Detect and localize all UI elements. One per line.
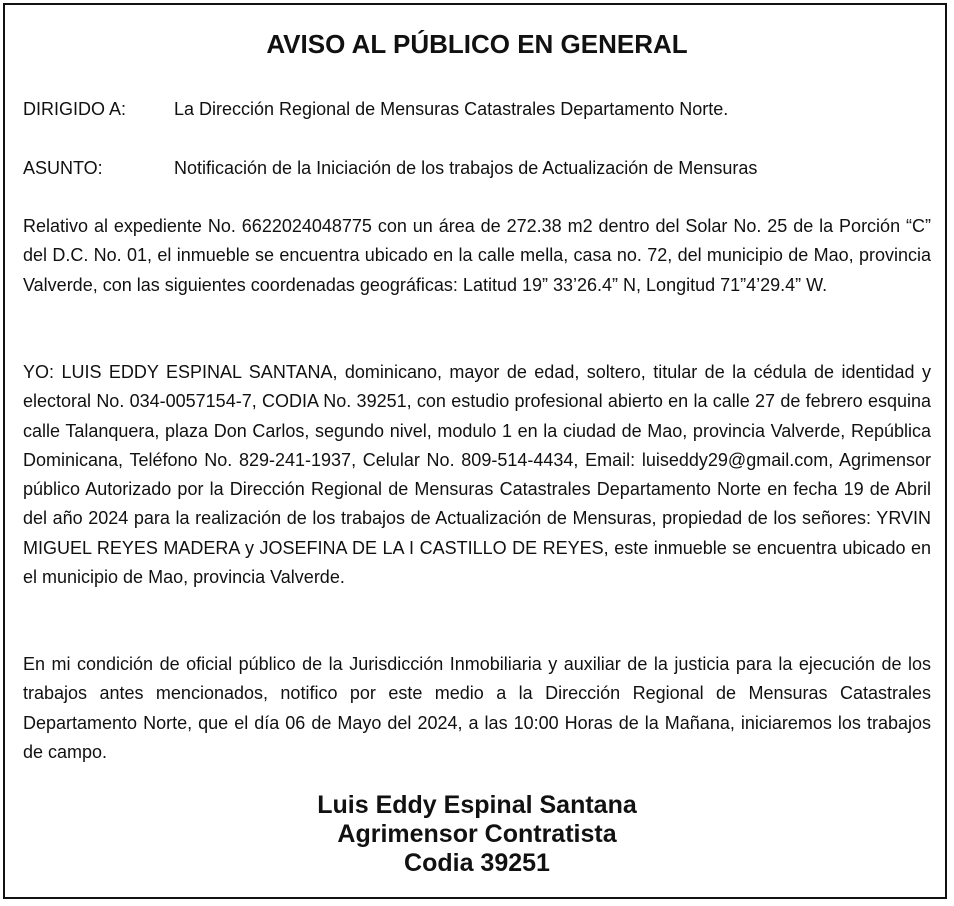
subject-row: [23, 154, 931, 183]
addressee-label: DIRIGIDO A:: [23, 99, 127, 119]
notice-border: [3, 3, 947, 899]
notification-paragraph: En mi condición de oficial público de la Jurisdicción Inmobiliaria y auxiliar de la justicia para la ejecución de los trabajos antes mencionados, notifico por este medio a la Dirección Regional de Mensuras Catastrales Departamento Norte, que el día 06 de Mayo del 2024, a las 10:00 Horas de la Mañana, iniciaremos los trabajos de campo.: [23, 654, 931, 762]
property-paragraph: Relativo al expediente No. 6622024048775 con un área de 272.38 m2 dentro del Solar No. 25 de la Porción “C” del D.C. No. 01, el inmueble se encuentra ubicado en la calle mella, casa no. 72, del municipio de Mao, provincia Valverde, con las siguientes coordenadas geográficas: Latitud 19” 33’26.4” N, Longitud 71”4’29.4” W.: [23, 216, 931, 295]
subject-value: Notificación de la Iniciación de los trabajos de Actualización de Mensuras: [174, 158, 758, 178]
signature-codia: Codia 39251: [404, 849, 550, 877]
addressee-row: [23, 95, 931, 124]
signature-name: Luis Eddy Espinal Santana: [317, 791, 637, 819]
addressee-value: La Dirección Regional de Mensuras Catastrales Departamento Norte.: [174, 99, 729, 119]
notice-title: AVISO AL PÚBLICO EN GENERAL: [266, 29, 688, 59]
subject-label: ASUNTO:: [23, 158, 103, 178]
surveyor-paragraph: YO: LUIS EDDY ESPINAL SANTANA, dominicano, mayor de edad, soltero, titular de la cédula de identidad y electoral No. 034-0057154-7, CODIA No. 39251, con estudio profesional abierto en la calle 27 de febrero esquina calle Talanquera, plaza Don Carlos, segundo nivel, modulo 1 en la ciudad de Mao, provincia Valverde, República Dominicana, Teléfono No. 829-241-1937, Celular No. 809-514-4434, Email: luiseddy29@gmail.com, Agrimensor público Autorizado por la Dirección Regional de Mensuras Catastrales Departamento Norte en fecha 19 de Abril del año 2024 para la realización de los trabajos de Actualización de Mensuras, propiedad de los señores: YRVIN MIGUEL REYES MADERA y JOSEFINA DE LA I CASTILLO DE REYES, este inmueble se encuentra ubicado en el municipio de Mao, provincia Valverde.: [23, 362, 931, 588]
signature-block: [23, 791, 931, 878]
signature-role: Agrimensor Contratista: [337, 820, 617, 848]
